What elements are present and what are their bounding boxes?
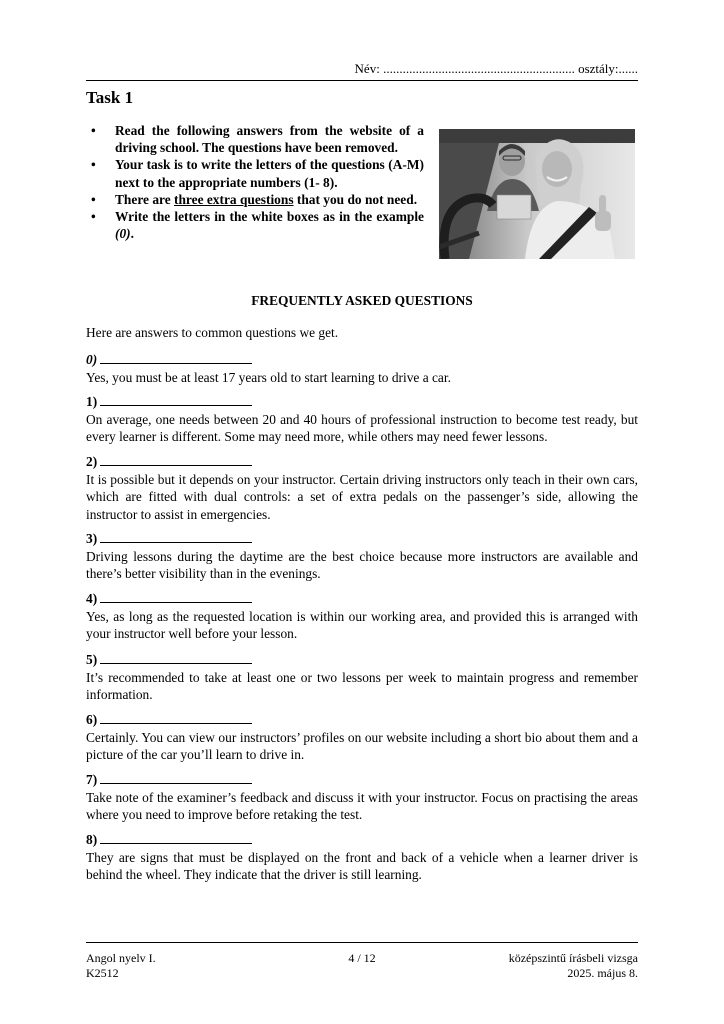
class-field[interactable]: osztály:...... [578, 61, 638, 76]
answer-blank-5[interactable] [100, 651, 252, 664]
faq-item-0 [86, 351, 638, 386]
footer-subject: Angol nyelv I. [86, 951, 156, 965]
faq-item-6 [86, 711, 638, 764]
item-number: 5) [86, 652, 98, 667]
item-number: 3) [86, 531, 98, 546]
faq-item-1 [86, 393, 638, 446]
header-rule [86, 80, 638, 81]
footer-exam-level: középszintű írásbeli vizsga [508, 951, 638, 965]
instruction-item: • Write the letters in the white boxes as in the example (0). [86, 208, 424, 242]
instruction-item: • Read the following answers from the website of a driving school. The questions have been removed. [86, 122, 424, 156]
item-number: 0) [86, 352, 98, 367]
faq-item-7 [86, 771, 638, 824]
name-label: Név: [354, 61, 380, 76]
answer-blank-0[interactable] [100, 351, 252, 364]
faq-item-2 [86, 453, 638, 523]
faq-item-4 [86, 590, 638, 643]
example-reference: (0) [115, 226, 131, 242]
name-class-line [86, 61, 638, 77]
faq-title: FREQUENTLY ASKED QUESTIONS [251, 293, 473, 308]
item-answer: On average, one needs between 20 and 40 hours of professional instruction to become test ready, but every learner is different. Some may need more, while others may need fewer lessons. [86, 411, 638, 445]
task-title: Task 1 [86, 88, 134, 107]
faq-item-5 [86, 651, 638, 704]
item-number: 2) [86, 454, 98, 469]
driving-instructor-photo [439, 129, 635, 259]
answer-blank-4[interactable] [100, 590, 252, 603]
answer-blank-1[interactable] [100, 393, 252, 406]
answer-blank-7[interactable] [100, 771, 252, 784]
instruction-item: • There are three extra questions that you do not need. [86, 191, 424, 208]
faq-item-8 [86, 831, 638, 884]
footer-rule [86, 942, 638, 943]
item-answer: Yes, you must be at least 17 years old to start learning to drive a car. [86, 369, 451, 385]
item-answer: Yes, as long as the requested location is within our working area, and provided this is arranged with your instructor well before your lesson. [86, 608, 638, 642]
footer-code: K2512 [86, 966, 119, 980]
answer-blank-2[interactable] [100, 453, 252, 466]
answer-blank-3[interactable] [100, 530, 252, 543]
item-answer: Certainly. You can view our instructors’ profiles on our website including a short bio about them and a picture of the car you’ll learn to drive in. [86, 729, 638, 763]
item-answer: They are signs that must be displayed on the front and back of a vehicle when a learner driver is behind the wheel. They indicate that the driver is still learning. [86, 849, 638, 883]
instruction-item: • Your task is to write the letters of the questions (A-M) next to the appropriate numbers (1- 8). [86, 156, 424, 190]
item-answer: It is possible but it depends on your instructor. Certain driving instructors only teach in their own cars, which are fitted with dual controls: a set of extra pedals on the passenger’s side, allowing the instructor to assist in emergencies. [86, 471, 638, 522]
item-answer: Take note of the examiner’s feedback and discuss it with your instructor. Focus on practising the areas where you need to improve before retaking the test. [86, 789, 638, 823]
answer-blank-8[interactable] [100, 831, 252, 844]
name-field[interactable]: ........................................................... [383, 61, 575, 76]
underlined-phrase: three extra questions [174, 191, 294, 207]
item-answer: Driving lessons during the daytime are the best choice because more instructors are available and there’s better visibility than in the evenings. [86, 548, 638, 582]
item-number: 7) [86, 772, 98, 787]
item-number: 6) [86, 712, 98, 727]
item-number: 8) [86, 832, 98, 847]
faq-item-3 [86, 530, 638, 583]
footer-date: 2025. május 8. [567, 966, 638, 980]
answer-blank-6[interactable] [100, 711, 252, 724]
item-number: 1) [86, 394, 98, 409]
instructions-list [86, 122, 424, 242]
page-number: 4 / 12 [348, 951, 376, 965]
faq-intro: Here are answers to common questions we get. [86, 325, 339, 340]
item-answer: It’s recommended to take at least one or two lessons per week to maintain progress and remember information. [86, 669, 638, 703]
item-number: 4) [86, 591, 98, 606]
